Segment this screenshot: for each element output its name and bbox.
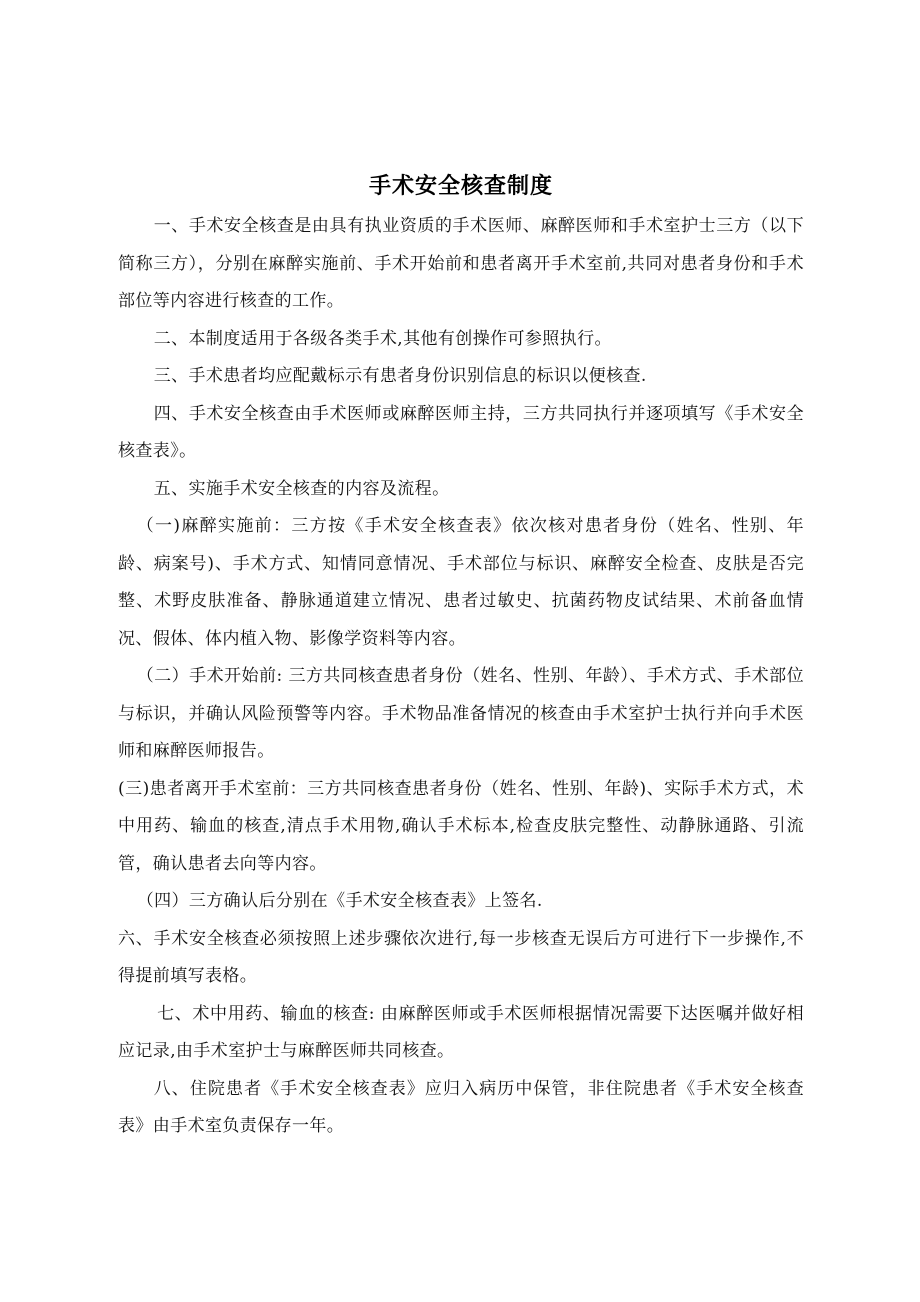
paragraph-10: 六、手术安全核查必须按照上述步骤依次进行,每一步核查无误后方可进行下一步操作,不得提前填写表格。 xyxy=(118,928,804,986)
paragraph-7: （二）手术开始前: 三方共同核查患者身份（姓名、性别、年龄）、手术方式、手术部位与标识，并确认风险预警等内容。手术物品准备情况的核查由手术室护士执行并向手术医师和麻醉医师报告。 xyxy=(118,666,804,761)
paragraph-11: 七、术中用药、输血的核查: 由麻醉医师或手术医师根据情况需要下达医嘱并做好相应记录,由手术室护士与麻醉医师共同核查。 xyxy=(118,1003,804,1061)
paragraph-2: 二、本制度适用于各级各类手术,其他有创操作可参照执行。 xyxy=(153,328,612,349)
document-title: 手术安全核查制度 xyxy=(368,174,553,199)
paragraph-8: (三)患者离开手术室前：三方共同核查患者身份（姓名、性别、年龄)、实际手术方式，术中用药、输血的核查,清点手术用物,确认手术标本,检查皮肤完整性、动静脉通路、引流管，确认患者去向等内容。 xyxy=(118,778,804,874)
paragraph-3: 三、手术患者均应配戴标示有患者身份识别信息的标识以便核查. xyxy=(153,366,647,386)
paragraph-4: 四、手术安全核查由手术医师或麻醉医师主持，三方共同执行并逐项填写《手术安全核查表》。 xyxy=(118,403,804,461)
paragraph-12: 八、住院患者《手术安全核查表》应归入病历中保管，非住院患者《手术安全核查表》由手术室负责保存一年。 xyxy=(118,1078,804,1136)
paragraph-6: （一)麻醉实施前：三方按《手术安全核查表》依次核对患者身份（姓名、性别、年龄、病案号)、手术方式、知情同意情况、手术部位与标识、麻醉安全检查、皮肤是否完整、术野皮肤准备、静脉通道建立情况、患者过敏史、抗菌药物皮试结果、术前备血情况、假体、体内植入物、影像学资料等内容。 xyxy=(118,516,804,649)
paragraph-1: 一、手术安全核查是由具有执业资质的手术医师、麻醉医师和手术室护士三方（以下简称三方），分别在麻醉实施前、手术开始前和患者离开手术室前,共同对患者身份和手术部位等内容进行核查的工作。 xyxy=(118,216,804,311)
document-page xyxy=(118,168,804,1146)
paragraph-9: （四）三方确认后分别在《手术安全核查表》上签名. xyxy=(136,891,543,911)
paragraph-5: 五、实施手术安全核查的内容及流程。 xyxy=(153,478,450,499)
